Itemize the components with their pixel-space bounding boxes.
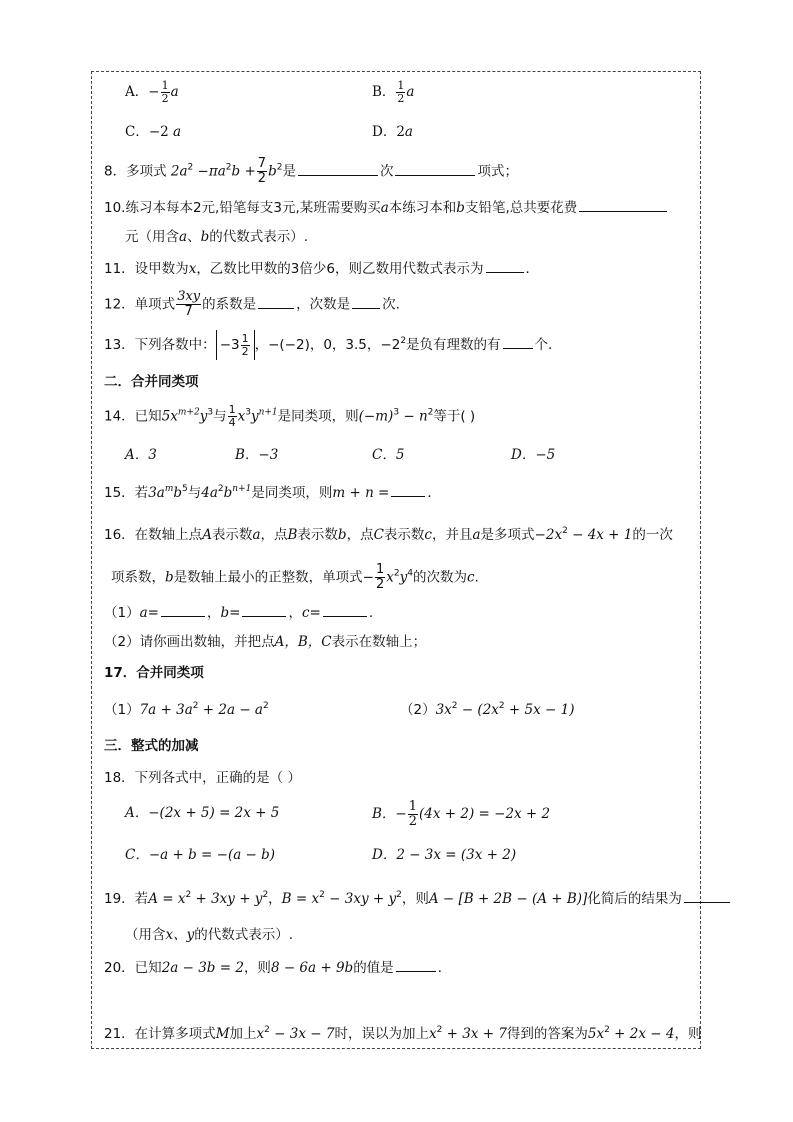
absolute-value: −3 $\frac{1}{2}$ [216,330,255,360]
section-3-title: 三．整式的加减 [104,738,199,754]
q21-question: 21．在计算多项式M加上$x^2 - 3x - 7$时，误以为加上$x^2 + 3x + 7$得到的答案为$5x^2 + 2x - 4$，则 [104,1025,702,1042]
q15-question: 15．若$3a^mb^5$与$4a^2b^{n+1}$是同类项，则m + n = ． [104,484,441,501]
q11-answer[interactable] [486,258,524,273]
q7-option-a: A．− $\frac{1}{2}$ a [125,79,179,105]
q8-question: 8．多项式 $2a^2 -\pi a^2b$ + $\frac{7}{2}$ $b^2$是 次 项式； [104,156,518,186]
q16-question-line2: 项系数，b是数轴上最小的正整数，单项式− $\frac{1}{2}$ $x^2y^4$的次数为c. [111,562,479,592]
q17-part2: $(2)3x^2 - (2x^2 + 5x - 1)$ [400,701,575,718]
q10-question-line2: 元（用含a、b的代数式表示）. [125,229,309,245]
q12-question: 12．单项式 $\frac{3xy}{7}$ 的系数是 ，次数是 次. [104,289,400,319]
q13-answer[interactable] [503,334,533,349]
q8-answer-terms[interactable] [395,161,475,176]
section-2-title: 二．合并同类项 [104,374,199,390]
q16-answer-a[interactable] [161,602,205,617]
q19-question-line2: （用含x、y的代数式表示）. [125,927,294,943]
q16-answer-c[interactable] [323,602,367,617]
q7-option-d: D．2a [372,124,413,140]
q19-question: 19．若$A = x^2 + 3xy + y^2$，$B = x^2 - 3xy + y^2$，则A − [B + 2B − (A + B)]化简后的结果为 [104,888,732,909]
q8-answer-degree[interactable] [298,161,378,176]
q14-option-a: A．3 [125,447,157,463]
q14-option-d: D．−5 [511,447,556,463]
q18-option-b: B．− $\frac{1}{2}$ (4x + 2) = −2x + 2 [372,799,551,829]
q16-sub2: （2）请你画出数轴，并把点A，B，C表示在数轴上； [104,634,427,650]
q18-question: 18．下列各式中，正确的是（ ） [104,770,301,786]
q19-answer[interactable] [684,888,730,903]
q18-option-d: D．2 − 3x = (3x + 2) [372,847,517,863]
q14-option-c: C．5 [372,447,405,463]
q10-question: 10.练习本每本2元,铅笔每支3元,某班需要购买a本练习本和b支铅笔,总共要花费 [104,197,669,218]
q11-question: 11．设甲数为x，乙数比甲数的3倍少6，则乙数用代数式表示为 ． [104,258,539,279]
q13-question: 13．下列各数中： −3 $\frac{1}{2}$ ，−(−2)，0，3.5，$-2^2$是负有理数的有 个. [104,330,552,360]
q14-question: 14．已知$5x^{m+2}y^3$与 $\frac{1}{4}$ $x^3y^{n+1}$是同类项，则$(-m)^3 - n^2$等于( ) [104,403,476,429]
q20-answer[interactable] [396,957,436,972]
q16-question: 16．在数轴上点A表示数a，点B表示数b，点C表示数c，并且a是多项式$-2x^2 - 4x + 1$的一次 [104,526,673,543]
q16-answer-b[interactable] [242,602,286,617]
q16-sub1: （1）a= ，b= ，c= . [104,602,373,623]
q7-option-c: C．−2 a [125,124,182,140]
q14-option-b: B．−3 [235,447,279,463]
q10-answer[interactable] [579,197,667,212]
q18-option-c: C．−a + b = −(a − b) [125,847,276,863]
q18-option-a: A．−(2x + 5) = 2x + 5 [125,805,280,821]
q7-option-b: B． $\frac{1}{2}$ a [372,79,415,105]
q12-answer-degree[interactable] [352,294,380,309]
q17-title: 17．合并同类项 [104,665,204,681]
q15-answer[interactable] [391,482,425,497]
q12-answer-coefficient[interactable] [258,294,294,309]
q17-part1: $(1)7a + 3a^2 + 2a - a^2$ [104,701,269,718]
q20-question: 20．已知2a − 3b = 2，则8 − 6a + 9b的值是 ． [104,957,451,978]
